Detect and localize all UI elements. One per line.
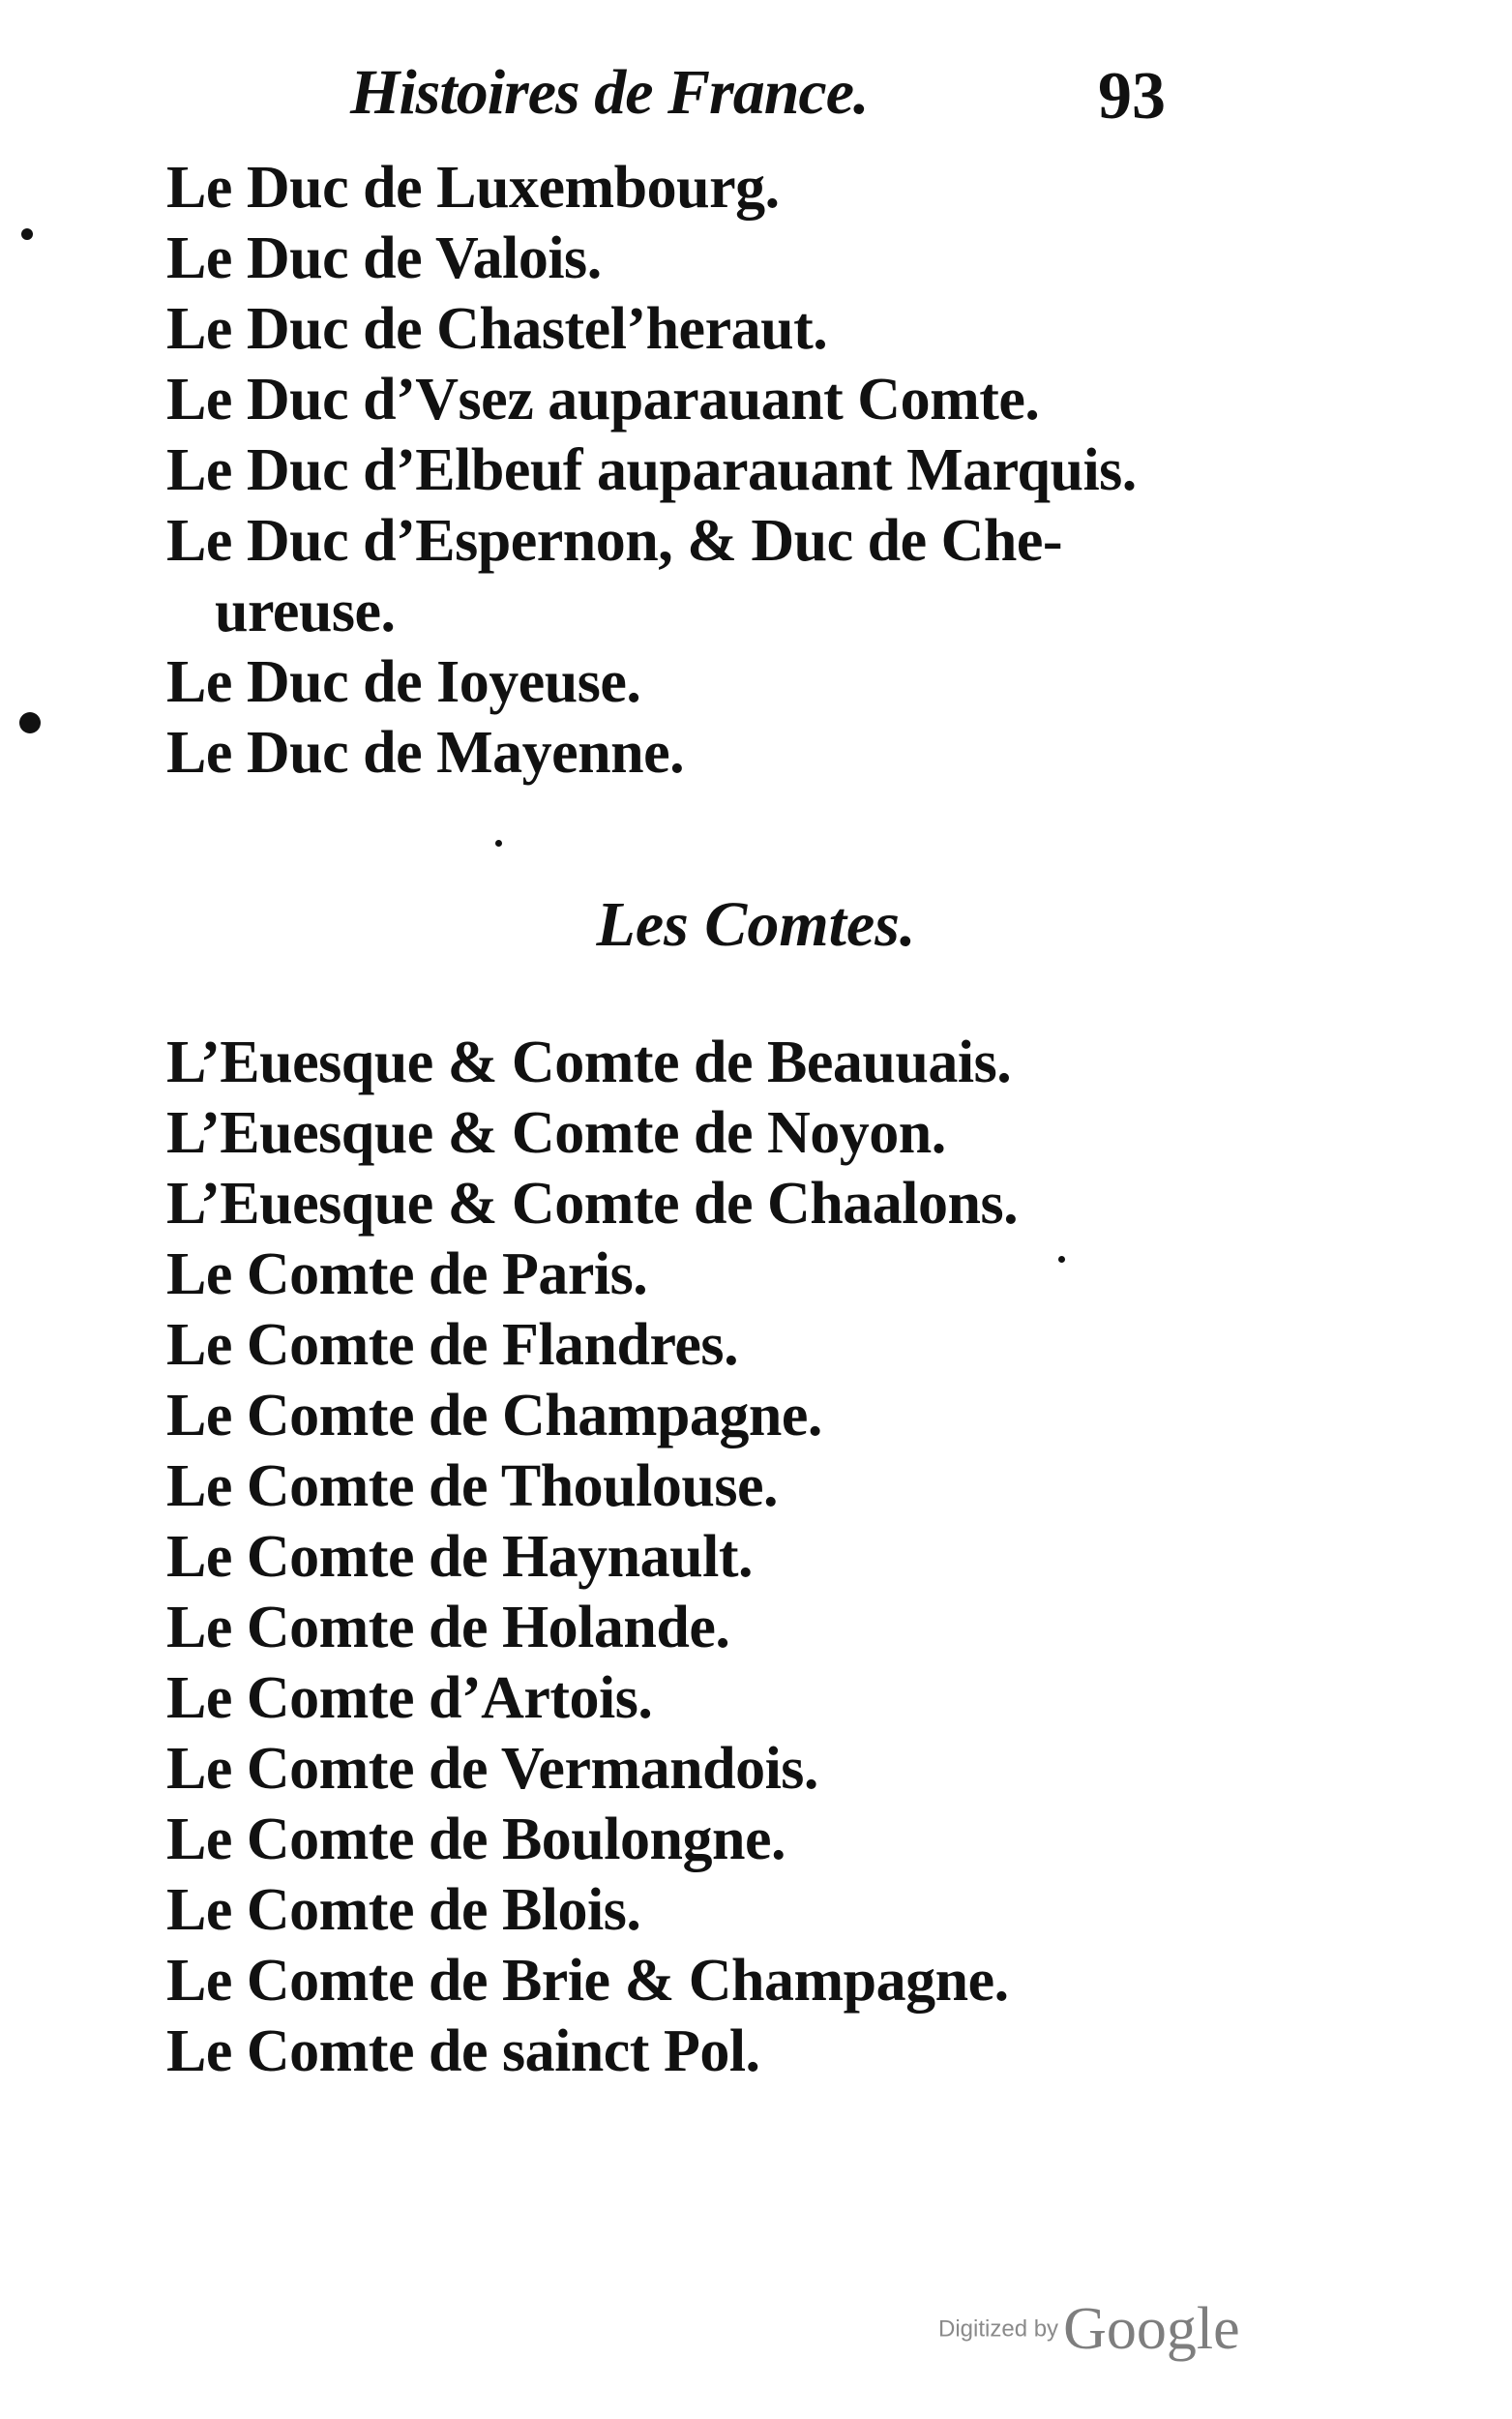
duke-line: Le Duc d’Elbeuf auparauant Marquis. bbox=[166, 437, 1137, 503]
count-line: L’Euesque & Comte de Beauuais. bbox=[166, 1030, 1012, 1095]
duke-line: Le Duc de Luxembourg. bbox=[166, 155, 780, 221]
duke-line-continuation: ureuse. bbox=[215, 579, 396, 644]
count-line: Le Comte de Blois. bbox=[166, 1877, 641, 1943]
duke-line: Le Duc de Valois. bbox=[166, 225, 602, 291]
count-line: Le Comte de Holande. bbox=[166, 1595, 730, 1660]
count-line: Le Comte de Vermandois. bbox=[166, 1736, 818, 1802]
ink-speck bbox=[495, 840, 502, 847]
digitized-watermark bbox=[938, 2295, 1240, 2364]
section-heading: Les Comtes. bbox=[596, 889, 916, 960]
count-line: Le Comte de Thoulouse. bbox=[166, 1453, 779, 1519]
duke-line: Le Duc de Ioyeuse. bbox=[166, 649, 641, 715]
duke-line: Le Duc d’Espernon, & Duc de Che- bbox=[166, 508, 1063, 574]
duke-line: Le Duc de Chastel’heraut. bbox=[166, 296, 828, 362]
duke-line: Le Duc de Mayenne. bbox=[166, 720, 685, 786]
running-head: Histoires de France. bbox=[350, 57, 869, 128]
count-line: Le Comte de Boulongne. bbox=[166, 1807, 786, 1872]
ink-speck bbox=[21, 228, 33, 240]
watermark-prefix: Digitized by bbox=[938, 2315, 1059, 2343]
count-line: Le Comte d’Artois. bbox=[166, 1665, 653, 1731]
count-line: Le Comte de Flandres. bbox=[166, 1312, 739, 1378]
count-line: Le Comte de Paris. bbox=[166, 1241, 648, 1307]
ink-speck bbox=[1058, 1256, 1065, 1263]
count-line: L’Euesque & Comte de Noyon. bbox=[166, 1100, 946, 1166]
count-line: Le Comte de Champagne. bbox=[166, 1383, 822, 1448]
watermark-logo: Google bbox=[1063, 2296, 1240, 2362]
count-line: L’Euesque & Comte de Chaalons. bbox=[166, 1171, 1019, 1237]
count-line: Le Comte de sainct Pol. bbox=[166, 2018, 760, 2084]
count-line: Le Comte de Brie & Champagne. bbox=[166, 1948, 1009, 2014]
count-line: Le Comte de Haynault. bbox=[166, 1524, 754, 1590]
page-number: 93 bbox=[1098, 59, 1166, 134]
ink-speck bbox=[19, 712, 41, 733]
duke-line: Le Duc d’Vsez auparauant Comte. bbox=[166, 367, 1040, 433]
